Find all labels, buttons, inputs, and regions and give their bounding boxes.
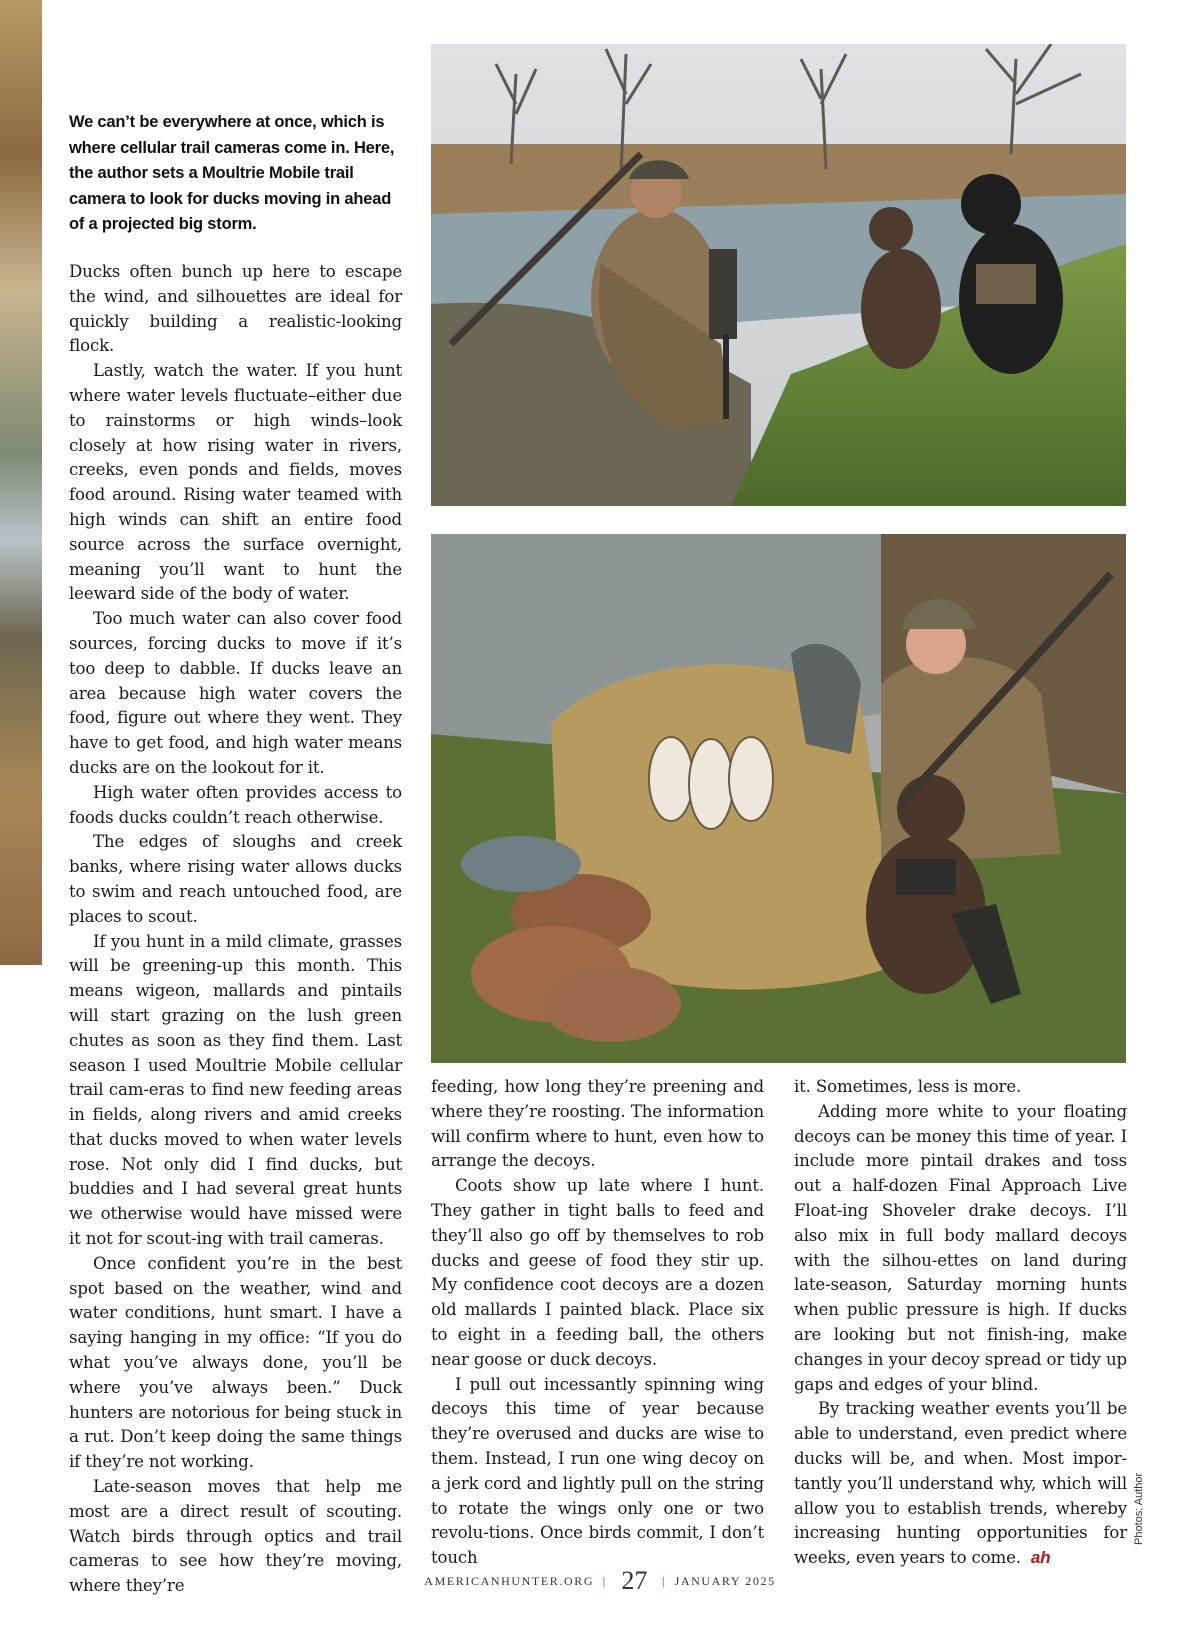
footer-separator: |	[661, 1574, 666, 1588]
paragraph-text: By tracking weather events you’ll be able to understand, even predict where ducks will be, and when. Most impor-tantly you’ll understand why, which will allow you to establish trends, whereby increasing hunting opportunities for weeks, even years to come.	[794, 1399, 1127, 1568]
paragraph: I pull out incessantly spinning wing decoys this time of year because they’re overused and ducks are wise to them. Instead, I run one wing decoy on a jerk cord and lightly pull on the string to rotate the wings only one or two revolu-tions. Once birds commit, I don’t touch	[431, 1374, 764, 1568]
paragraph: Ducks often bunch up here to escape the wind, and silhouettes are ideal for quickly building a realistic-looking flock.	[69, 262, 402, 356]
paragraph: Once confident you’re in the best spot based on the weather, wind and water conditions, hunt smart. I have a saying hanging in my office: “If you do what you’ve always done, you’ll be where you’ve always been.” Duck hunters are notorious for being stuck in a rut. Don’t keep doing the same things if they’re not working.	[69, 1253, 402, 1472]
adjacent-page-photo-strip	[0, 0, 42, 965]
paragraph: The edges of sloughs and creek banks, where rising water allows ducks to swim and reach untouched food, are places to scout.	[69, 832, 402, 926]
photo-author-with-ducks-and-dog	[431, 534, 1126, 1063]
paragraph: feeding, how long they’re preening and where they’re roosting. The information will confirm where to hunt, even how to arrange the decoys.	[431, 1077, 764, 1171]
paragraph: Too much water can also cover food sources, forcing ducks to move if it’s too deep to dabble. If ducks leave an area because high water covers the food, figure out where they went. They have to get food, and high water means ducks are on the lookout for it.	[69, 609, 402, 777]
photo-hunter-trail-camera	[431, 44, 1126, 506]
photo-hunter-trail-camera-art	[431, 44, 1126, 506]
page-footer	[0, 1566, 1200, 1596]
paragraph: Adding more white to your floating decoys can be money this time of year. I include more pintail drakes and toss out a half-dozen Final Approach Live Float-ing Shoveler drake decoys. I’ll also mix in full body mallard decoys with the silhou-ettes on land during late-season, Saturday morning hunts when public pressure is high. If ducks are looking but not finish-ing, make changes in your decoy spread or tidy up gaps and edges of your blind.	[794, 1101, 1127, 1394]
article-column-1	[69, 260, 402, 1599]
photo-credit: Photos: Author	[1133, 1472, 1145, 1545]
article-column-3	[794, 1075, 1127, 1571]
photo-caption: We can’t be everywhere at once, which is where cellular trail cameras come in. Here, the author sets a Moultrie Mobile trail camera to look for ducks moving in ahead of a projected big storm.	[69, 113, 395, 233]
paragraph: Late-season moves that help me most are a direct result of scouting. Watch birds through optics and trail cameras to see how they’re moving, where they’re	[69, 1477, 402, 1596]
footer-date: JANUARY 2025	[674, 1574, 776, 1588]
photo-author-with-ducks-and-dog-art	[431, 534, 1126, 1063]
paragraph: Lastly, watch the water. If you hunt where water levels fluctuate–either due to rainstorms or high winds–look closely at how rising water in rivers, creeks, even ponds and fields, moves food around. Rising water teamed with high winds can shift an entire food source across the surface overnight, meaning you’ll want to hunt the leeward side of the body of water.	[69, 361, 402, 604]
paragraph: it. Sometimes, less is more.	[794, 1077, 1022, 1096]
footer-site: AMERICANHUNTER.ORG	[424, 1574, 595, 1588]
footer-separator: |	[602, 1574, 607, 1588]
paragraph: Coots show up late where I hunt. They gather in tight balls to feed and they’ll also go off by themselves to rob ducks and geese of food they stir up. My confidence coot decoys are a dozen old mallards I painted black. Place six to eight in a feeding ball, the others near goose or duck decoys.	[431, 1176, 764, 1369]
end-mark-logo: ah	[1030, 1548, 1051, 1568]
paragraph: High water often provides access to foods ducks couldn’t reach otherwise.	[69, 782, 402, 827]
paragraph: If you hunt in a mild climate, grasses will be greening-up this month. This means wigeon, mallards and pintails will start grazing on the lush green chutes as soon as they find them. Last season I used Moultrie Mobile cellular trail cam-eras to find new feeding areas in fields, along rivers and amid creeks that ducks moved to when water levels rose. Not only did I find ducks, but buddies and I had several great hunts we otherwise would have missed were it not for scout-ing with trail cameras.	[69, 931, 402, 1249]
paragraph-final	[794, 1397, 1127, 1571]
article-column-2	[431, 1075, 764, 1571]
page-number: 27	[621, 1566, 648, 1595]
